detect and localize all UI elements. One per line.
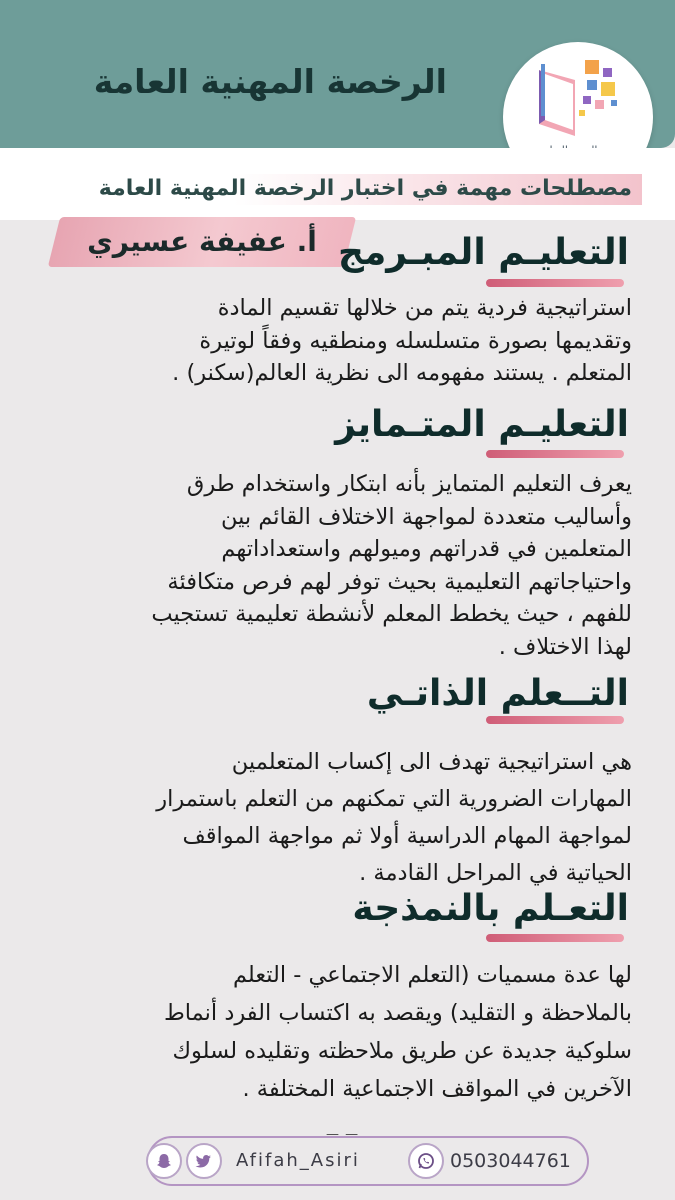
section-title-self-learning: التــعلم الذاتـي xyxy=(366,673,629,714)
text-line: بالملاحظة و التقليد) ويقصد به اكتساب الفرد أنماط xyxy=(164,1000,632,1026)
text-line: الآخرين في المواقف الاجتماعية المختلفة . xyxy=(242,1076,632,1102)
text-line: الحياتية في المراحل القادمة . xyxy=(359,860,632,886)
twitter-icon[interactable] xyxy=(186,1143,222,1179)
text-line: وتقديمها بصورة متسلسله ومنطقيه وفقاً لوتيرة xyxy=(199,327,632,354)
text-line: وأساليب متعددة لمواجهة الاختلاف القائم بين xyxy=(220,503,632,530)
text-line: سلوكية جديدة عن طريق ملاحظته وتقليده لسلوك xyxy=(172,1038,632,1064)
section-title-modeling-learning: التعـلم بالنمذجة xyxy=(352,888,629,929)
phone-number[interactable]: 0503044761 xyxy=(450,1150,571,1172)
snapchat-icon[interactable] xyxy=(146,1143,182,1179)
section-underline xyxy=(486,716,624,724)
section-text-differentiated-learning xyxy=(40,468,632,663)
text-line: المتعلم . يستند مفهومه الى نظرية العالم(سكنر) . xyxy=(172,360,632,386)
text-line: المهارات الضرورية التي تمكنهم من التعلم باستمرار xyxy=(156,786,632,812)
section-text-modeling-learning xyxy=(40,956,632,1108)
text-line: استراتيجية فردية يتم من خلالها تقسيم المادة xyxy=(217,295,632,321)
logo-graphic xyxy=(531,56,625,142)
author-tag xyxy=(48,217,356,267)
section-underline xyxy=(486,450,624,458)
section-text-self-learning xyxy=(40,744,632,892)
section-title-programmed-learning: التعليـم المبـرمج xyxy=(338,232,629,273)
section-title-differentiated-learning: التعليـم المتـمايز xyxy=(335,404,629,445)
subtitle: مصطلحات مهمة في اختبار الرخصة المهنية العامة xyxy=(14,174,642,205)
text-line: المتعلمين في قدراتهم وميولهم واستعداداتهم xyxy=(221,536,632,562)
text-line: لمواجهة المهام الدراسية أولا ثم مواجهة المواقف xyxy=(182,823,632,849)
text-line: هي استراتيجية تهدف الى إكساب المتعلمين xyxy=(231,749,632,775)
author-name: أ. عفيفة عسيري xyxy=(87,225,317,258)
whatsapp-icon[interactable] xyxy=(408,1143,444,1179)
footer-divider: — — xyxy=(326,1127,360,1142)
social-handle[interactable]: Afifah_Asiri xyxy=(236,1150,360,1171)
text-line: واحتياجاتهم التعليمية بحيث توفر لهم فرص متكافئة xyxy=(167,568,632,595)
section-underline xyxy=(486,934,624,942)
text-line: يعرف التعليم المتمايز بأنه ابتكار واستخدام طرق xyxy=(186,471,632,497)
text-line: للفهم ، حيث يخطط المعلم لأنشطة تعليمية تستجيب xyxy=(151,601,632,627)
text-line: لها عدة مسميات (التعلم الاجتماعي - التعلم xyxy=(232,962,632,988)
section-text-programmed-learning xyxy=(40,292,632,390)
page-title: الرخصة المهنية العامة xyxy=(93,62,447,101)
text-line: لهذا الاختلاف . xyxy=(498,633,632,660)
section-underline xyxy=(486,279,624,287)
